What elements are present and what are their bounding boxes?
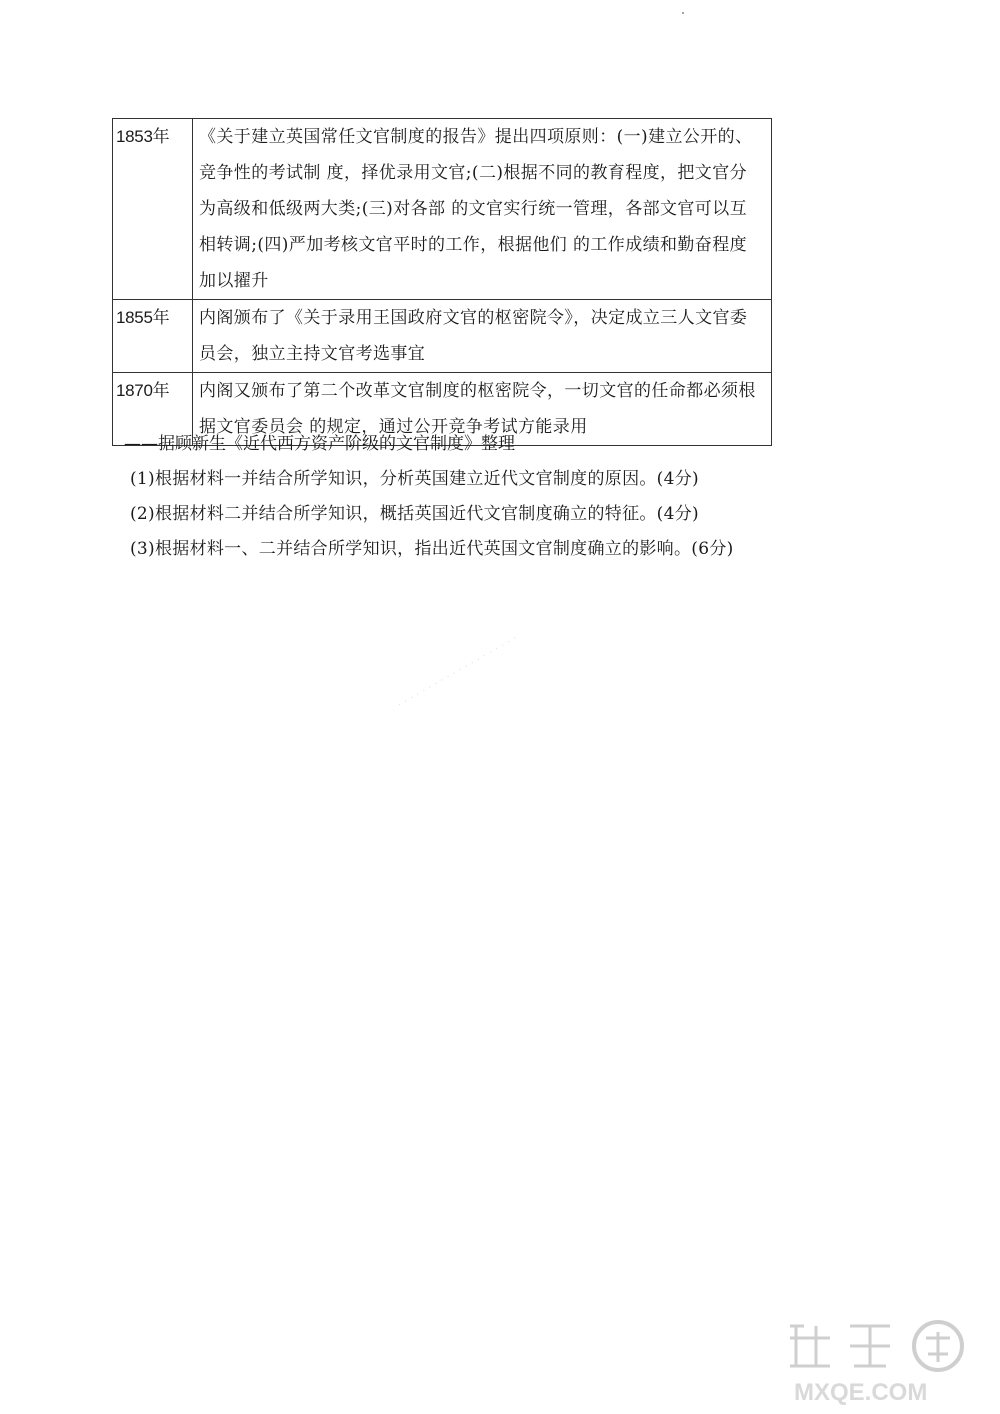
site-logo-watermark (776, 1318, 986, 1408)
source-citation: ——据顾新生《近代西方资产阶级的文官制度》整理 (124, 434, 515, 454)
content-line: 相转调;(四)严加考核文官平时的工作，根据他们 的工作成绩和勤奋程度 (199, 235, 747, 255)
civil-service-timeline-table (112, 118, 772, 446)
logo-glyph-2 (850, 1326, 890, 1366)
content-line: 《关于建立英国常任文官制度的报告》提出四项原则：(一)建立公开的、 (199, 127, 753, 147)
question-3: (3)根据材料一、二并结合所学知识，指出近代英国文官制度确立的影响。(6分) (130, 539, 734, 559)
content-line: 员会，独立主持文官考选事宜 (199, 344, 426, 364)
table-row (113, 300, 772, 373)
table-row (113, 119, 772, 300)
question-2: (2)根据材料二并结合所学知识，概括英国近代文官制度确立的特征。(4分) (130, 504, 699, 524)
logo-glyph-3 (926, 1332, 950, 1362)
content-cell (193, 300, 772, 373)
year-cell: 1853年 (113, 119, 193, 300)
year-cell: 1855年 (113, 300, 193, 373)
faint-diagonal-watermark: · · · · · · · · · · · · · · · · · · · · (395, 631, 520, 712)
content-line: 据文官委员会 的规定，通过公开竞争考试方能录用 (199, 417, 588, 437)
content-cell (193, 119, 772, 300)
scan-speck (682, 12, 684, 14)
question-1: (1)根据材料一并结合所学知识，分析英国建立近代文官制度的原因。(4分) (130, 469, 699, 489)
content-line: 为高级和低级两大类;(三)对各部 的文官实行统一管理，各部文官可以互 (199, 199, 747, 219)
logo-glyph-1 (790, 1326, 830, 1366)
content-line: 加以擢升 (199, 271, 269, 291)
year-cell: 1870年 (113, 373, 193, 446)
logo-url-text: MXQE.COM (794, 1379, 928, 1406)
content-line: 竞争性的考试制 度，择优录用文官;(二)根据不同的教育程度，把文官分 (199, 163, 747, 183)
content-line: 内阁又颁布了第二个改革文官制度的枢密院令，一切文官的任命都必须根 (199, 381, 756, 401)
content-line: 内阁颁布了《关于录用王国政府文官的枢密院令》，决定成立三人文官委 (199, 308, 748, 328)
